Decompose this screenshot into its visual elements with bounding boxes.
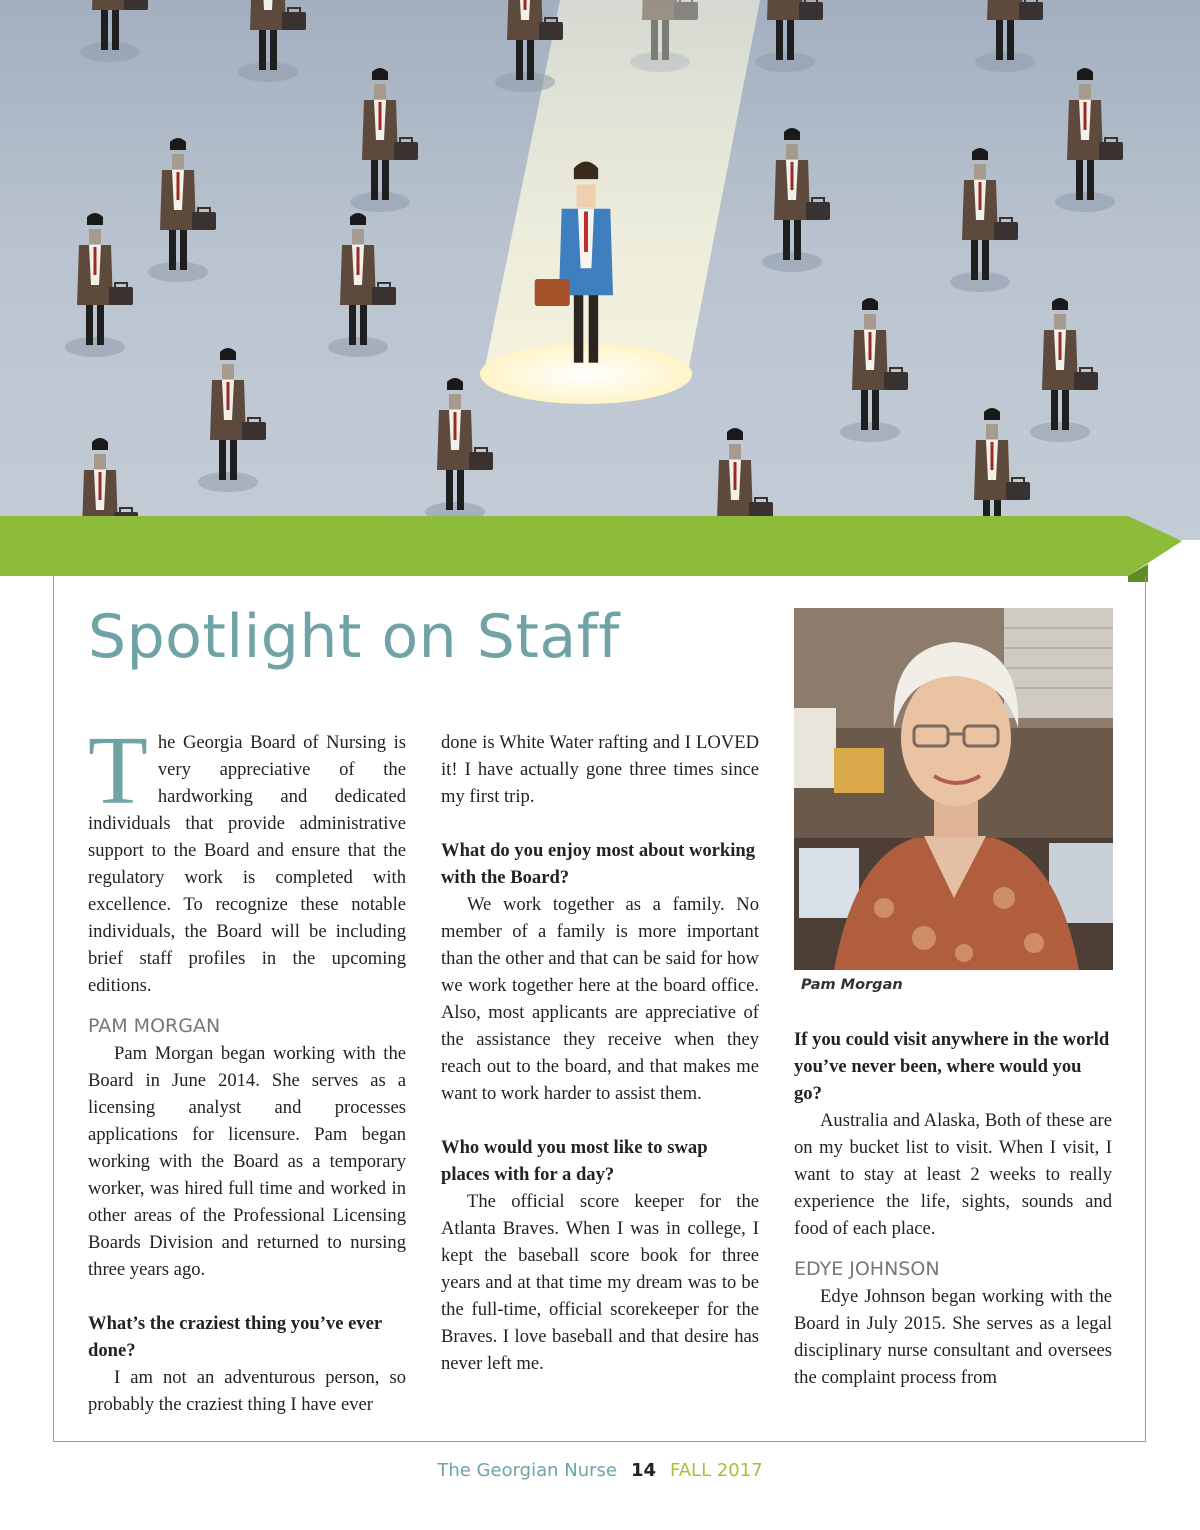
answer-swap-places: The official score keeper for the Atlanta Braves. When I was in college, I kept the baseball score book for three years and at that time my dream was to be the full-time, official scorekeeper for the Braves. I love baseball and that desire has never left me. bbox=[441, 1191, 759, 1374]
green-banner bbox=[0, 516, 1200, 582]
intro-paragraph bbox=[88, 717, 406, 999]
crowd-spotlight-illustration bbox=[0, 0, 1200, 540]
question-enjoy-most: What do you enjoy most about working with the Board? bbox=[441, 840, 756, 888]
hero-illustration bbox=[0, 0, 1200, 540]
answer-visit-anywhere: Australia and Alaska, Both of these are on my bucket list to visit. When I visit, I want to stay at least 2 weeks to really experience the life, sights, sounds and food of each place. bbox=[794, 1110, 1112, 1239]
page-number: 14 bbox=[630, 1460, 657, 1481]
photo-caption: Pam Morgan bbox=[801, 977, 903, 993]
column-1 bbox=[88, 717, 406, 1418]
issue-label: FALL 2017 bbox=[670, 1460, 763, 1481]
question-craziest: What’s the craziest thing you’ve ever done? bbox=[88, 1313, 382, 1361]
page-footer bbox=[0, 1460, 1200, 1481]
article-title: Spotlight on Staff bbox=[88, 602, 620, 672]
publication-name: The Georgian Nurse bbox=[437, 1460, 617, 1481]
answer-enjoy-most: We work together as a family. No member of a family is more important than the other and that can be said for how we work together here at the board office. Also, most applicants are appreciative of the assistance they receive when they reach out to the board, and that makes me want to work harder to assist them. bbox=[441, 894, 759, 1104]
question-visit-anywhere: If you could visit anywhere in the world you’ve never been, where would you go? bbox=[794, 1029, 1110, 1104]
question-swap-places: Who would you most like to swap places with for a day? bbox=[441, 1137, 708, 1185]
pam-bio: Pam Morgan began working with the Board in June 2014. She serves as a licensing analyst and processes applications for licensure. Pam began working with the Board as a temporary worker, was hired full time and worked in other areas of the Professional Licensing Boards Division and returned to nursing three years ago. bbox=[88, 1043, 406, 1280]
edye-bio: Edye Johnson began working with the Board in July 2015. She serves as a legal disciplinary nurse consultant and oversees the complaint process from bbox=[794, 1286, 1112, 1388]
column-2 bbox=[441, 729, 759, 1377]
pam-morgan-photo bbox=[794, 608, 1113, 970]
answer-craziest-part2: done is White Water rafting and I LOVED it! I have actually gone three times since my first trip. bbox=[441, 732, 759, 807]
intro-text: he Georgia Board of Nursing is very appreciative of the hardworking and dedicated individuals that provide administrative support to the Board and ensure that the regulatory work is completed with excellence. To recognize these notable individuals, the Board will be including brief staff profiles in the upcoming editions. bbox=[88, 732, 406, 996]
profile-name-pam: PAM MORGAN bbox=[88, 1015, 221, 1037]
column-3 bbox=[794, 1026, 1112, 1391]
drop-cap: T bbox=[88, 717, 148, 825]
answer-craziest-part1: I am not an adventurous person, so probably the craziest thing I have ever bbox=[88, 1367, 406, 1415]
profile-name-edye: EDYE JOHNSON bbox=[794, 1258, 940, 1280]
